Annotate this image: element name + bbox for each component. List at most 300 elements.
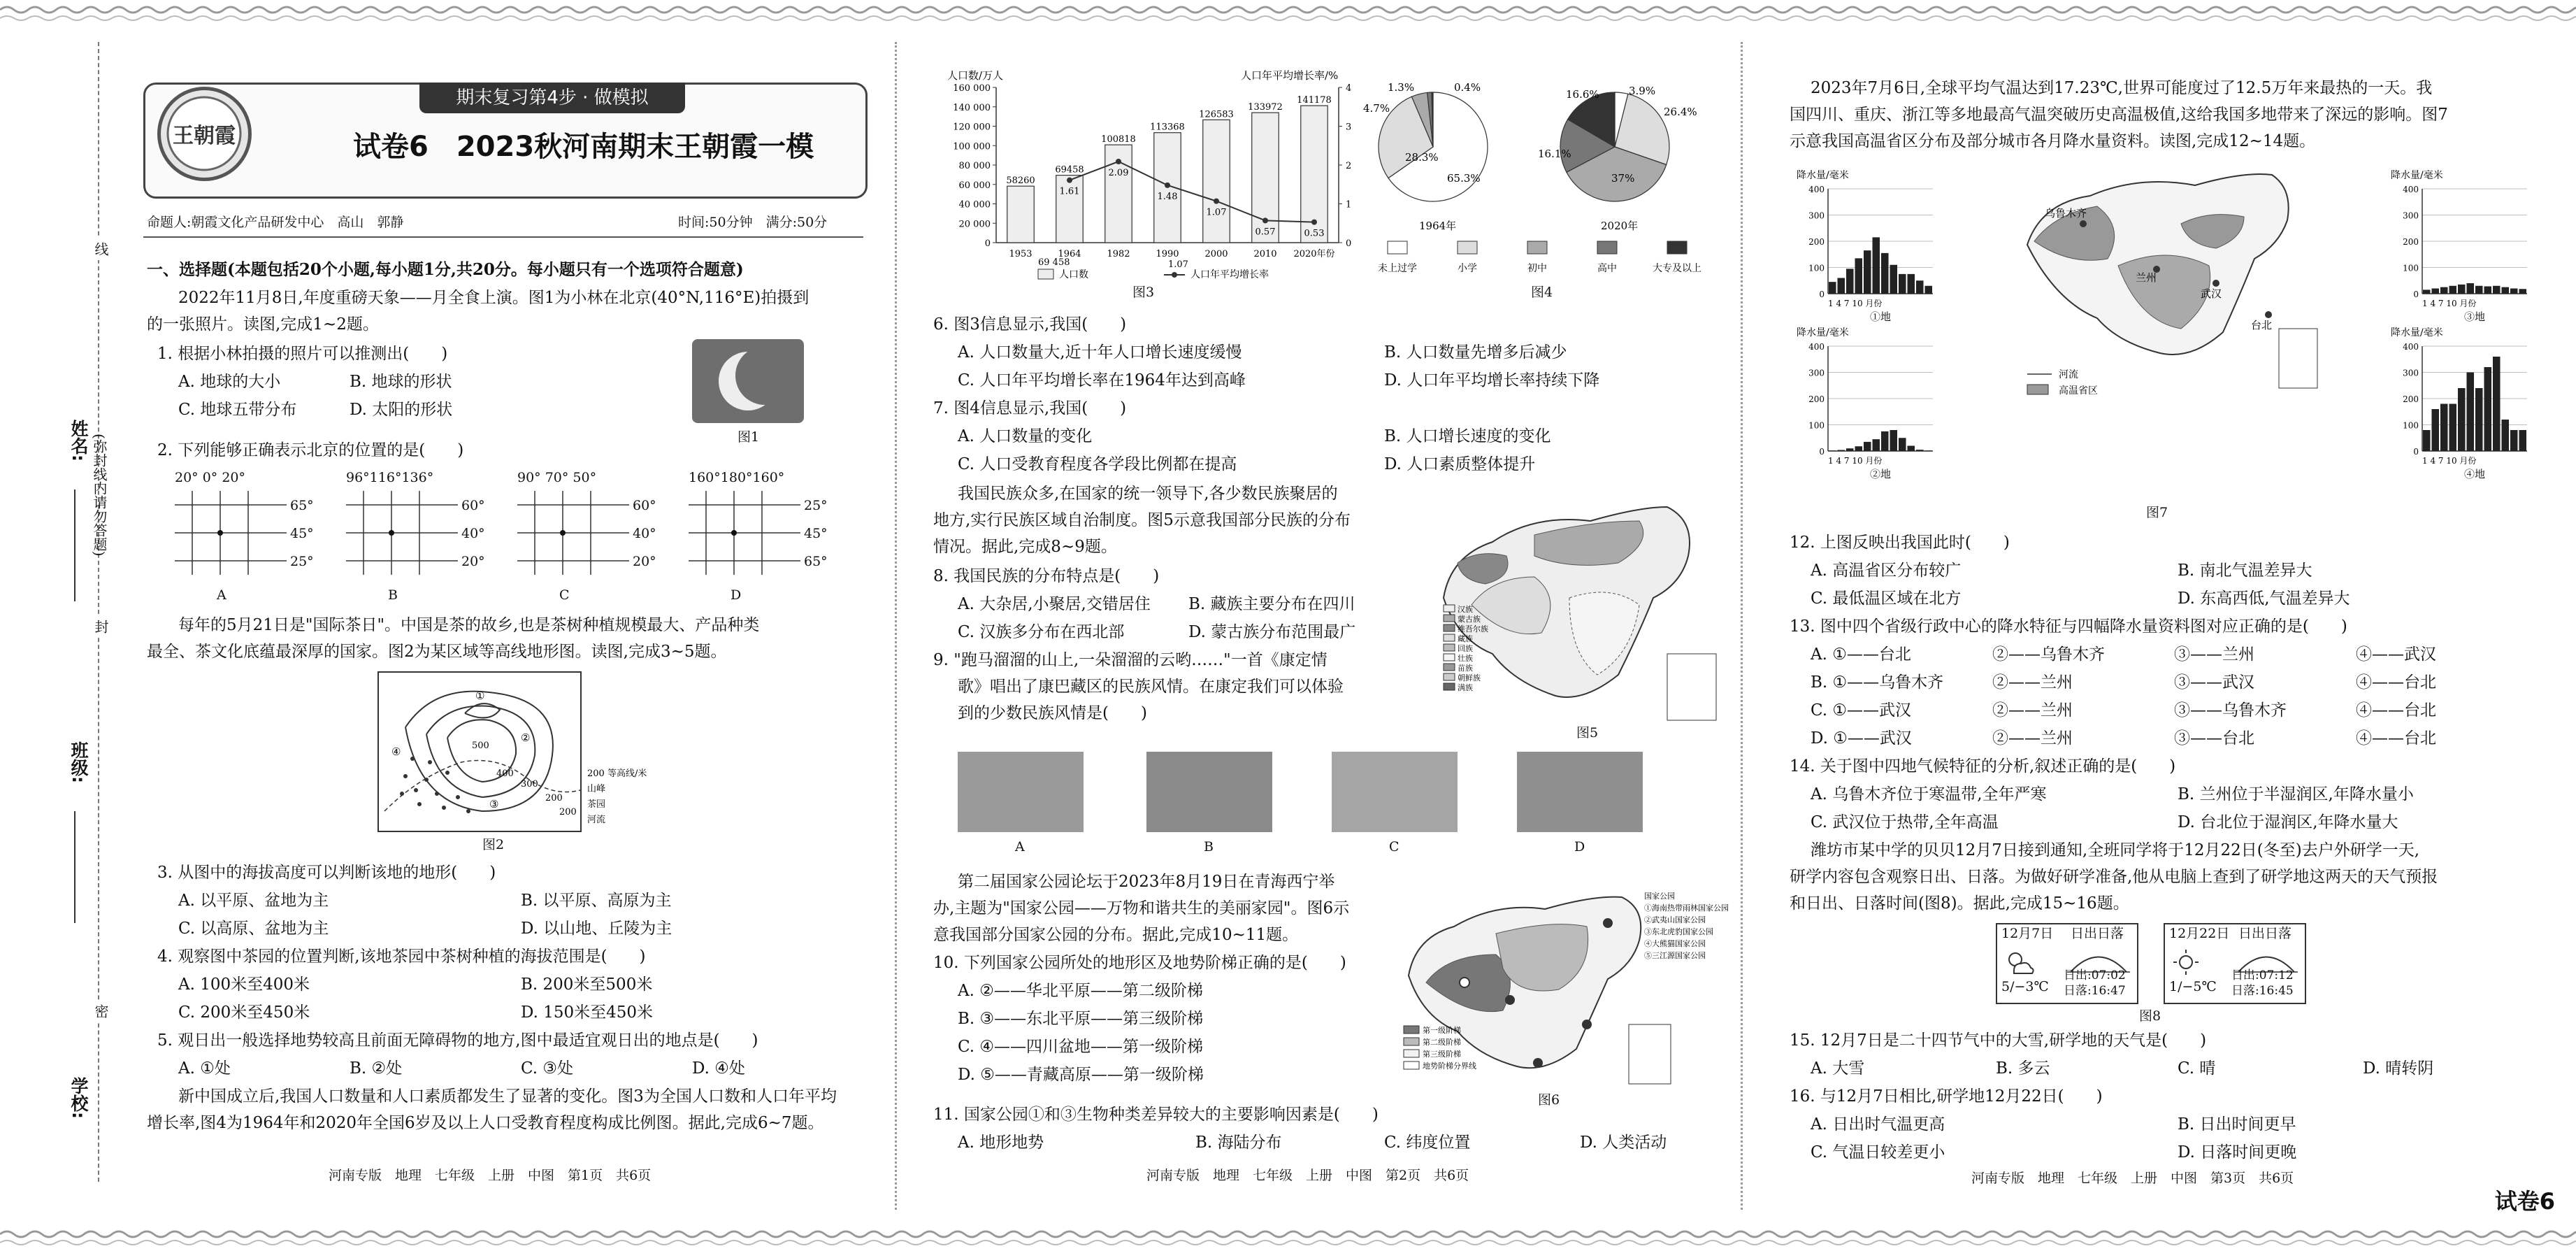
precip-bar <box>2493 286 2501 294</box>
question-9: 歌》唱出了康巴藏区的民族风情。在康定我们可以体验 <box>958 678 1344 696</box>
question-4: 4. 观察图中茶园的位置判断,该地茶园中茶树种植的海拔范围是( ) <box>157 948 646 966</box>
option: ③——乌鲁木齐 <box>2174 701 2287 720</box>
photo-label: B <box>1204 839 1214 855</box>
card-temp: 1/−5℃ <box>2169 979 2217 994</box>
card-sunrise: 日出:07:02 <box>2064 968 2126 982</box>
card-sunrise: 日出:07:12 <box>2231 968 2294 982</box>
precip-bar <box>1829 282 1836 294</box>
legend-text: 河流 <box>2059 369 2078 380</box>
figure-caption: 图1 <box>737 429 760 445</box>
y-tick-label: 0 <box>2413 447 2419 457</box>
option: D. 150米至450米 <box>521 1003 654 1022</box>
precip-bar <box>2484 287 2492 294</box>
option: D. 东高西低,气温差异大 <box>2178 589 2350 608</box>
y-tick-label: 0 <box>984 238 991 249</box>
question-9: 9. "跑马溜溜的山上,一朵溜溜的云哟……"一首《康定情 <box>933 651 1327 669</box>
grid-lat-label: 40° <box>633 526 656 541</box>
precip-bar <box>2493 357 2501 451</box>
school-label: 学校: <box>69 1077 89 1119</box>
option: C. 气温日较差更小 <box>1811 1143 1945 1161</box>
legend-swatch <box>1444 644 1455 651</box>
ethnic-photo-b <box>1146 752 1272 832</box>
precip-bar <box>2458 388 2466 451</box>
y-tick-label: 100 <box>2403 420 2419 431</box>
legend-swatch <box>1444 683 1455 690</box>
legend-swatch <box>1444 634 1455 641</box>
grid-letter: B <box>388 587 398 603</box>
population-bar <box>1203 120 1230 243</box>
figure-caption: 图7 <box>2146 505 2168 520</box>
option: ③——台北 <box>2174 729 2254 748</box>
option: C. 最低温区域在北方 <box>1811 589 1962 608</box>
precip-bar <box>1855 258 1863 294</box>
option: ④——台北 <box>2356 701 2436 720</box>
axis-title: 降水量/毫米 <box>1797 327 1849 338</box>
question-14: 14. 关于图中四地气候特征的分析,叙述正确的是( ) <box>1790 757 2176 775</box>
location-point <box>560 530 566 536</box>
ethnic-distribution-map <box>1430 493 1720 724</box>
option: B. ①——乌鲁木齐 <box>1811 673 1944 692</box>
legend-swatch <box>1444 654 1455 661</box>
education-pie-charts <box>1363 70 1727 280</box>
y-tick-label: 200 <box>1808 237 1825 247</box>
precip-bar <box>2475 286 2483 294</box>
intro-text: 最全、茶文化底蕴最深厚的国家。图2为某区域等高线地形图。读图,完成3~5题。 <box>147 643 727 661</box>
pie-label: 65.3% <box>1447 172 1481 185</box>
x-tick-label: 1 4 7 10 月份 <box>2422 299 2477 308</box>
legend-swatch <box>1458 241 1477 254</box>
precip-bar <box>1908 446 1915 452</box>
y-tick-label: 100 <box>2403 263 2419 273</box>
precip-bar <box>1925 286 1933 294</box>
option: A. 人口数量的变化 <box>958 427 1093 445</box>
option: A. 人口数量大,近十年人口增长速度缓慢 <box>958 343 1242 362</box>
growth-rate-point <box>1116 159 1121 164</box>
legend-swatch <box>1667 241 1687 254</box>
precip-bar <box>1873 439 1880 451</box>
y-tick-label: 0 <box>1819 447 1825 457</box>
pie-label: 3.9% <box>1629 85 1656 97</box>
legend-swatch <box>1388 241 1407 254</box>
option: C. 200米至450米 <box>178 1003 310 1022</box>
class-label: 班级: <box>69 741 89 783</box>
bar-value-label: 58260 <box>1006 176 1035 187</box>
axis-title: 降水量/毫米 <box>2391 170 2443 181</box>
grid-lat-label: 25° <box>804 498 828 513</box>
wavy-top-border <box>0 0 2576 27</box>
map-city-label: 武汉 <box>2201 287 2222 300</box>
option: B. 海陆分布 <box>1195 1134 1282 1152</box>
precip-bar <box>1899 274 1906 294</box>
name-line <box>74 489 75 601</box>
weather-card-dec7 <box>1996 923 2138 1004</box>
grid-lat-label: 45° <box>804 526 828 541</box>
location-point <box>217 530 223 536</box>
precip-bar <box>2458 285 2466 294</box>
legend-text: 壮族 <box>1458 654 1473 663</box>
option: A. 以平原、盆地为主 <box>178 892 329 910</box>
legend-text: ①海南热带雨林国家公园 <box>1644 903 1729 913</box>
ethnic-photo-a <box>958 752 1084 832</box>
grid-lat-label: 20° <box>461 554 485 569</box>
paper-number-badge: 试卷6 <box>2494 1188 2555 1215</box>
option: B. 人口数量先增多后减少 <box>1384 343 1567 362</box>
option: B. ②处 <box>350 1059 403 1078</box>
chart-title: ②地 <box>1870 468 1892 480</box>
question-8: 8. 我国民族的分布特点是( ) <box>933 567 1160 585</box>
option: B. 南北气温差异大 <box>2178 562 2312 580</box>
contour-label: 300 <box>521 779 538 789</box>
y-tick-label: 0 <box>1819 289 1825 299</box>
question-16: 16. 与12月7日相比,研学地12月22日( ) <box>1790 1087 2103 1106</box>
option: A. ①处 <box>178 1059 231 1078</box>
question-15: 15. 12月7日是二十四节气中的大雪,研学地的天气是( ) <box>1790 1031 2207 1050</box>
page-footer: 河南专版 地理 七年级 上册 中图 第2页 共6页 <box>1146 1168 1469 1183</box>
grid-option-a <box>175 469 343 608</box>
axis-title: 人口年平均增长率/% <box>1241 69 1339 82</box>
option: D. 以山地、丘陵为主 <box>521 920 672 938</box>
rate-value-label: 0.53 <box>1304 228 1325 239</box>
contour-label: ③ <box>489 798 499 810</box>
legend-text: 200 等高线/米 <box>587 769 647 779</box>
x-tick-label: 1 4 7 10 月份 <box>2422 456 2477 466</box>
legend-text: 人口年平均增长率 <box>1190 269 1269 280</box>
x-tick-label: 1964 <box>1058 249 1081 259</box>
intro-text: 示意我国高温省区分布及部分城市各月降水量资料。读图,完成12~14题。 <box>1790 132 2316 150</box>
y-tick-label: 300 <box>1808 368 1825 378</box>
bar-value-label: 100818 <box>1101 134 1136 145</box>
intro-text: 2022年11月8日,年度重磅天象——月全食上演。图1为小林在北京(40°N,116°E)拍摄到 <box>178 289 810 307</box>
y2-tick-label: 0 <box>1346 238 1352 249</box>
legend-text: 汉族 <box>1458 605 1473 614</box>
contour-label: 200 <box>559 807 577 817</box>
time-score: 时间:50分钟 满分:50分 <box>678 215 828 230</box>
logo-emblem-icon <box>161 90 248 178</box>
y-tick-label: 60 000 <box>958 180 991 191</box>
grid-lat-label: 65° <box>290 498 314 513</box>
x-tick-label: 2010 <box>1253 249 1277 259</box>
x-tick-label: 1 4 7 10 月份 <box>1828 299 1883 308</box>
legend-text: 大专及以上 <box>1653 263 1701 274</box>
contour-map <box>377 671 678 832</box>
precip-bar <box>2502 420 2510 451</box>
intro-text: 的一张照片。读图,完成1~2题。 <box>147 315 379 334</box>
precip-bar <box>2519 430 2527 451</box>
option: D. 蒙古族分布范围最广 <box>1188 623 1356 641</box>
option: ④——台北 <box>2356 729 2436 748</box>
seal-mark: 线 <box>91 238 111 260</box>
grid-lat-label: 65° <box>804 554 828 569</box>
rate-value-label: 2.09 <box>1108 168 1129 179</box>
precip-bar <box>1925 450 1933 451</box>
x-tick-label: 1990 <box>1156 249 1179 259</box>
intro-text: 办,主题为"国家公园——万物和谐共生的美丽家园"。图6示 <box>933 899 1350 917</box>
legend-text: ②武夷山国家公园 <box>1644 915 1706 924</box>
pie-title: 2020年 <box>1601 220 1639 232</box>
legend-bar-value: 69 458 <box>1038 257 1070 268</box>
question-3: 3. 从图中的海拔高度可以判断该地的地形( ) <box>157 864 496 882</box>
y-tick-label: 300 <box>2403 210 2419 221</box>
option: B. 多云 <box>1996 1059 2050 1078</box>
option: D. 人口年平均增长率持续下降 <box>1384 371 1600 389</box>
precip-bar <box>1838 450 1845 452</box>
intro-text: 2023年7月6日,全球平均气温达到17.23℃,世界可能度过了12.5万年来最热的一天。我 <box>1811 79 2433 97</box>
contour-label: ② <box>521 731 531 744</box>
precip-bar <box>1829 450 1836 451</box>
precip-bar <box>2432 289 2440 294</box>
option: D. 日落时间更晚 <box>2178 1143 2297 1161</box>
legend-text: 河流 <box>587 815 606 825</box>
y-tick-label: 0 <box>2413 289 2419 299</box>
bar-value-label: 69458 <box>1055 164 1084 176</box>
grid-top-labels: 20° 0° 20° <box>175 470 246 485</box>
location-point <box>731 530 737 536</box>
axis-title: 人口数/万人 <box>947 69 1004 82</box>
precip-bar <box>2484 367 2492 451</box>
y-tick-label: 400 <box>1808 342 1825 352</box>
photo-label: C <box>1389 839 1399 855</box>
pie-label: 4.7% <box>1363 102 1390 115</box>
x-tick-label: 2000 <box>1204 249 1228 259</box>
crescent-moon-icon <box>692 339 804 423</box>
precip-bar <box>1864 442 1871 451</box>
question-10: 10. 下列国家公园所处的地形区及地势阶梯正确的是( ) <box>933 954 1346 972</box>
axis-title: 降水量/毫米 <box>2391 327 2443 338</box>
contour-label: 400 <box>496 769 514 779</box>
precip-bar <box>2423 430 2431 451</box>
header-tab: 期末复习第4步 · 做模拟 <box>419 83 685 113</box>
precip-bar <box>1846 269 1854 294</box>
option: C. 人口受教育程度各学段比例都在提高 <box>958 455 1237 473</box>
y-tick-label: 400 <box>2403 342 2419 352</box>
precipitation-map-figure <box>1790 161 2552 503</box>
y-tick-label: 300 <box>2403 368 2419 378</box>
y2-tick-label: 1 <box>1346 199 1352 210</box>
legend-text: 山峰 <box>587 784 606 794</box>
grid-option-b <box>346 469 514 608</box>
legend-swatch <box>1404 1038 1419 1045</box>
legend-swatch <box>1444 664 1455 671</box>
legend-text: 回族 <box>1458 644 1473 653</box>
map-city-label: 兰州 <box>2136 271 2157 284</box>
y-tick-label: 200 <box>1808 394 1825 404</box>
legend-text: 茶园 <box>587 799 606 810</box>
precip-bar <box>1916 450 1924 451</box>
grid-lat-label: 20° <box>633 554 656 569</box>
chart-title: ④地 <box>2464 468 2486 480</box>
bar-value-label: 113368 <box>1150 122 1185 133</box>
x-tick-label: 1 4 7 10 月份 <box>1828 456 1883 466</box>
column-divider <box>1741 42 1743 1210</box>
y-tick-label: 100 <box>1808 263 1825 273</box>
legend-text: 蒙古族 <box>1458 615 1481 624</box>
location-point <box>389 530 394 536</box>
weather-card-dec22 <box>2164 923 2306 1004</box>
precip-bar <box>1855 446 1863 451</box>
y-tick-label: 20 000 <box>958 219 991 230</box>
grid-letter: D <box>731 587 742 603</box>
x-tick-label: 1982 <box>1107 249 1130 259</box>
precipitation-chart-3 <box>2391 169 2527 323</box>
precip-bar <box>1890 265 1898 294</box>
chart-title: ①地 <box>1870 310 1892 323</box>
grid-option-d <box>689 469 856 608</box>
option: ②——兰州 <box>1992 701 2073 720</box>
option: ④——武汉 <box>2356 645 2436 664</box>
option: C. 汉族多分布在西北部 <box>958 623 1125 641</box>
question-7: 7. 图4信息显示,我国( ) <box>933 399 1127 417</box>
y-tick-label: 100 000 <box>953 141 991 152</box>
option: A. 地形地势 <box>958 1134 1044 1152</box>
option: B. 日出时间更早 <box>2178 1115 2296 1134</box>
option: ③——兰州 <box>2174 645 2254 664</box>
option: A. 日出时气温更高 <box>1811 1115 1945 1134</box>
growth-rate-point <box>1067 178 1072 183</box>
legend-text: ④大熊猫国家公园 <box>1644 939 1706 948</box>
option: ②——乌鲁木齐 <box>1992 645 2105 664</box>
card-sunset: 日落:16:47 <box>2064 984 2126 998</box>
precip-bar <box>2510 430 2518 451</box>
precip-bar <box>2502 287 2510 294</box>
option: B. 人口增长速度的变化 <box>1384 427 1551 445</box>
growth-rate-point <box>1311 220 1317 225</box>
card-date: 12月22日 <box>2169 926 2230 941</box>
option: C. 人口年平均增长率在1964年达到高峰 <box>958 371 1246 389</box>
option: D. 台北位于湿润区,年降水量大 <box>2178 813 2398 831</box>
option: C. 晴 <box>2178 1059 2216 1078</box>
option: ④——台北 <box>2356 673 2436 692</box>
legend-swatch <box>1527 241 1547 254</box>
legend-text: 人口数 <box>1059 269 1088 280</box>
y-tick-label: 120 000 <box>953 122 991 133</box>
contour-label: 200 <box>545 793 563 803</box>
section-title: 一、选择题(本题包括20个小题,每小题1分,共20分。每小题只有一个选项符合题意) <box>147 260 744 279</box>
option: A. 100米至400米 <box>178 975 310 994</box>
precip-bar <box>1899 438 1906 451</box>
intro-text: 国四川、重庆、浙江等多地最高气温突破历史高温极值,这给我国多地带来了深远的影响。图7 <box>1790 106 2448 124</box>
option: A. 大雪 <box>1811 1059 1865 1078</box>
page-footer: 河南专版 地理 七年级 上册 中图 第1页 共6页 <box>329 1168 652 1183</box>
question-13: 13. 图中四个省级行政中心的降水特征与四幅降水量资料图对应正确的是( ) <box>1790 617 2347 636</box>
grid-lat-label: 60° <box>633 498 656 513</box>
legend-swatch <box>1404 1061 1419 1069</box>
option: C. ④——四川盆地——第一级阶梯 <box>958 1038 1204 1056</box>
population-chart <box>933 66 1381 294</box>
contour-label: ④ <box>391 745 401 758</box>
header-rule <box>143 236 863 238</box>
moon-photo <box>692 339 804 423</box>
option: ②——兰州 <box>1992 729 2073 748</box>
intro-text: 每年的5月21日是"国际茶日"。中国是茶的故乡,也是茶树种植规模最大、产品种类 <box>178 616 760 634</box>
pie-label: 37% <box>1611 172 1635 185</box>
wavy-bottom-border <box>0 1224 2576 1251</box>
pie-label: 28.3% <box>1405 151 1439 164</box>
chart-title: ③地 <box>2464 310 2486 323</box>
legend-text: 第一级阶梯 <box>1423 1026 1461 1035</box>
rate-value-label: 0.57 <box>1255 227 1276 238</box>
precip-bar <box>1881 253 1889 294</box>
y-tick-label: 160 000 <box>953 83 991 94</box>
option: D. 人类活动 <box>1580 1134 1667 1152</box>
precip-bar <box>1916 280 1924 294</box>
option: B. 地球的形状 <box>350 373 452 391</box>
y-tick-label: 200 <box>2403 394 2419 404</box>
y-tick-label: 400 <box>1808 185 1825 194</box>
rate-value-label: 1.07 <box>1206 207 1227 218</box>
growth-rate-point <box>1262 217 1268 223</box>
option: A. ①——台北 <box>1811 645 1911 664</box>
rate-value-label: 1.61 <box>1059 186 1080 197</box>
card-temp: 5/−3℃ <box>2001 979 2049 994</box>
option: B. 兰州位于半湿润区,年降水量小 <box>2178 785 2414 803</box>
logo-text: 王朝霞 <box>173 124 236 148</box>
bar-value-label: 141178 <box>1297 95 1332 106</box>
page-footer: 河南专版 地理 七年级 上册 中图 第3页 共6页 <box>1971 1171 2294 1186</box>
precip-bar <box>2467 283 2475 294</box>
card-sunset: 日落:16:45 <box>2231 984 2294 998</box>
legend-text: 初中 <box>1527 263 1547 274</box>
question-5: 5. 观日出一般选择地势较高且前面无障碍物的地方,图中最适宜观日出的地点是( ) <box>157 1031 758 1050</box>
legend-line-value: 1.07 <box>1168 259 1188 270</box>
contour-label: 500 <box>472 741 489 751</box>
precipitation-chart-1 <box>1797 169 1933 323</box>
intro-text: 我国民族众多,在国家的统一领导下,各少数民族聚居的 <box>958 485 1338 503</box>
y2-tick-label: 3 <box>1346 122 1352 133</box>
precip-bar <box>1838 278 1845 294</box>
photo-label: A <box>1015 839 1025 855</box>
precip-bar <box>2449 286 2457 294</box>
bar-value-label: 126583 <box>1199 109 1234 120</box>
legend-text: 第二级阶梯 <box>1423 1038 1461 1047</box>
x-tick-label: 2020年份 <box>1293 249 1335 259</box>
seal-mark: 密 <box>91 1000 111 1022</box>
growth-rate-point <box>1165 183 1170 188</box>
figure-caption: 图4 <box>1531 285 1553 300</box>
seal-note: (弥封线内请勿答题) <box>91 434 108 557</box>
grid-letter: A <box>217 587 226 603</box>
option: ②——兰州 <box>1992 673 2073 692</box>
figure-caption: 图2 <box>482 837 505 852</box>
option: A. 高温省区分布较广 <box>1811 562 1962 580</box>
option: A. 大杂居,小聚居,交错居住 <box>958 595 1151 613</box>
bar-value-label: 133972 <box>1248 102 1283 113</box>
option: C. 以高原、盆地为主 <box>178 920 329 938</box>
y2-tick-label: 4 <box>1346 83 1352 94</box>
option: ③——武汉 <box>2174 673 2254 692</box>
question-9: 到的少数民族风情是( ) <box>958 704 1147 722</box>
photo-label: D <box>1574 839 1585 855</box>
option: A. ②——华北平原——第二级阶梯 <box>958 982 1203 1000</box>
legend-text: 高中 <box>1597 263 1617 274</box>
grid-option-c <box>517 469 685 608</box>
sunny-icon <box>2172 948 2203 976</box>
grid-lat-label: 45° <box>290 526 314 541</box>
pie-label: 16.6% <box>1566 88 1599 101</box>
option: D. ①——武汉 <box>1811 729 1912 748</box>
precip-bar <box>1881 431 1889 451</box>
growth-rate-point <box>1214 199 1219 204</box>
y-tick-label: 80 000 <box>958 161 991 171</box>
legend-text: 地势阶梯分界线 <box>1423 1061 1476 1071</box>
intro-text: 第二届国家公园论坛于2023年8月19日在青海西宁举 <box>958 873 1335 891</box>
y-tick-label: 300 <box>1808 210 1825 221</box>
intro-text: 地方,实行民族区域自治制度。图5示意我国部分民族的分布 <box>933 511 1351 529</box>
axis-title: 降水量/毫米 <box>1797 170 1849 181</box>
precip-bar <box>2475 388 2483 451</box>
legend-swatch <box>1038 269 1053 279</box>
name-label: 姓名: <box>69 420 89 462</box>
grid-letter: C <box>559 587 570 603</box>
